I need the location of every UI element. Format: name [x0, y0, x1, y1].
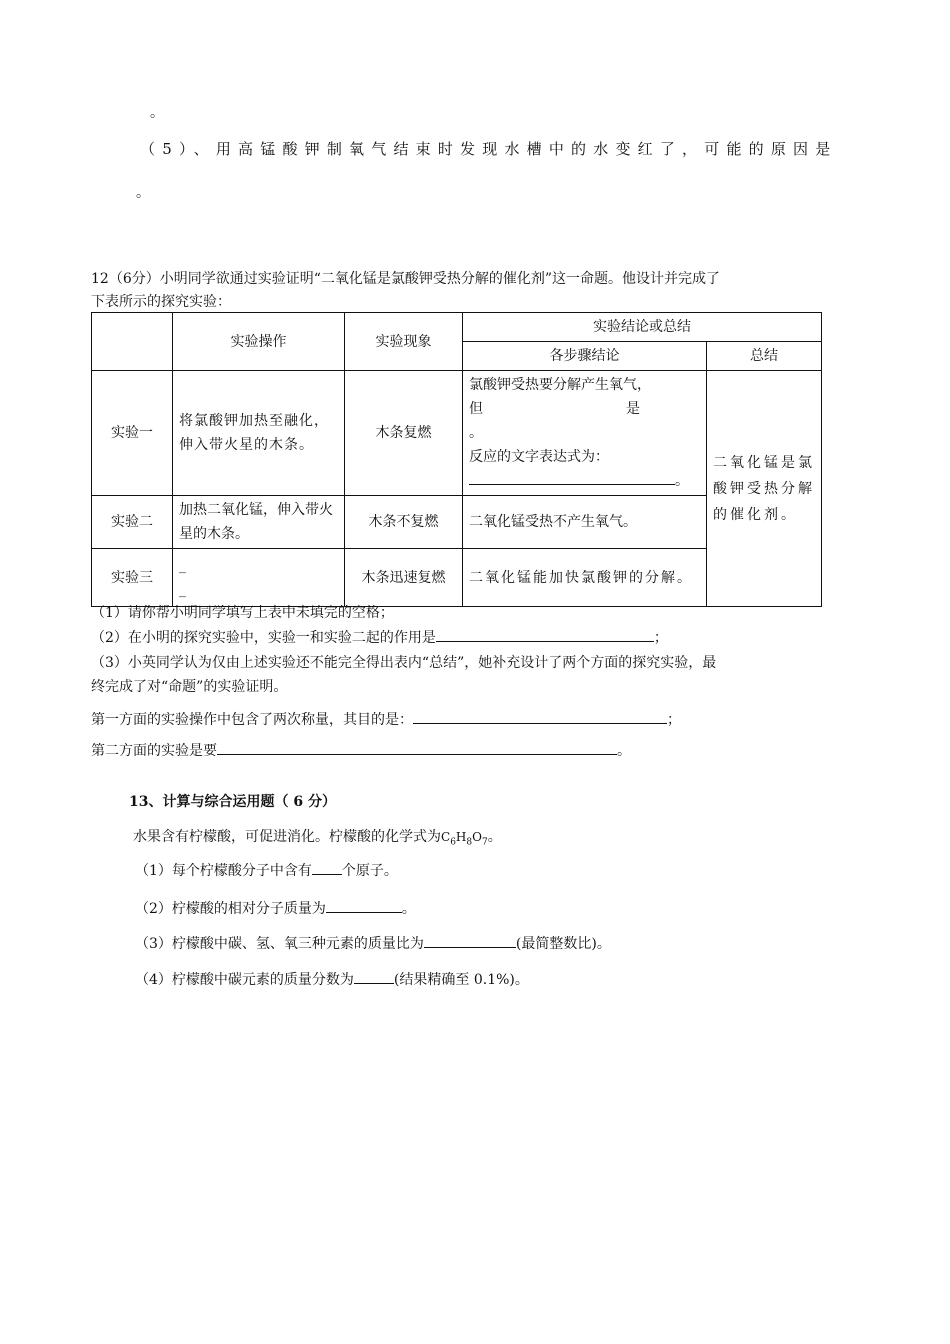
row1-equation-blank[interactable]: [469, 470, 675, 485]
aspect1-blank[interactable]: [413, 709, 667, 724]
q13-sub3-text: （3）柠檬酸中碳、氢、氧三种元素的质量比为: [135, 936, 424, 952]
row2-conclusion: 二氧化锰受热不产生氧气。: [463, 496, 707, 549]
citric-acid-formula: $C_6H_8O_7$: [441, 830, 488, 848]
q13-sub2-end: 。: [401, 901, 416, 917]
aspect1-end: ；: [667, 712, 681, 728]
q12-sub2-blank[interactable]: [436, 627, 654, 642]
row1-conc-line-b: [469, 397, 700, 421]
q12-sub3-line1: （3）小英同学认为仅由上述实验还不能完全得出表内“总结”，她补充设计了两个方面的探究实验，最: [91, 655, 717, 671]
header-operation: 实验操作: [173, 313, 345, 371]
header-phenomenon: 实验现象: [345, 313, 463, 371]
row1-conc-line-d: 反应的文字表达式为：: [469, 449, 609, 465]
q13-sub1: [135, 860, 398, 880]
aspect2-text: 第二方面的实验是要: [91, 743, 217, 759]
q12-sub2-text: （2）在小明的探究实验中，实验一和实验二起的作用是: [91, 630, 436, 646]
row2-operation: 加热二氧化锰，伸入带火星的木条。: [173, 496, 345, 549]
leftover-period: 。: [150, 105, 164, 121]
q13-sub2-blank[interactable]: [326, 898, 402, 913]
q13-sub4-text: （4）柠檬酸中碳元素的质量分数为: [135, 972, 354, 988]
q13-sub3-blank[interactable]: [424, 933, 516, 948]
row1-conclusion: [463, 371, 707, 496]
row1-operation: 将氯酸钾加热至融化，伸入带火星的木条。: [173, 371, 345, 496]
row1-conc-line-e: [469, 469, 700, 493]
q13-sub4: [135, 969, 529, 989]
q12-intro-line1: 12（6分）小明同学欲通过实验证明“二氧化锰是氯酸钾受热分解的催化剂”这一命题。他设计并完成了: [91, 271, 721, 287]
row1-name: 实验一: [92, 371, 173, 496]
q13-intro-text: 水果含有柠檬酸，可促进消化。柠檬酸的化学式为: [133, 829, 441, 845]
aspect1: [91, 709, 681, 729]
header-summary: 总结: [707, 342, 822, 371]
q5-end: 。: [136, 185, 150, 201]
row3-conclusion: 二氧化锰能加快氯酸钾的分解。: [463, 549, 707, 607]
q12-sub2-end: ；: [653, 630, 668, 646]
row1-conc-line-c: 。: [469, 425, 483, 441]
row3-op-blank-b[interactable]: _: [179, 581, 186, 598]
row2-name: 实验二: [92, 496, 173, 549]
aspect2: [91, 740, 631, 760]
q13-sub2: [135, 898, 416, 918]
row3-op-blank-a[interactable]: _: [179, 557, 186, 574]
q13-sub2-text: （2）柠檬酸的相对分子质量为: [135, 901, 326, 917]
q13-sub4-blank[interactable]: [354, 969, 394, 984]
row1-conc-line-a: 氯酸钾受热要分解产生氧气，: [469, 377, 651, 393]
row1-conc-end: 。: [675, 473, 689, 489]
aspect1-text: 第一方面的实验操作中包含了两次称量，其目的是：: [91, 712, 413, 728]
row3-name: 实验三: [92, 549, 173, 607]
summary-cell: 二氧化锰是氯酸钾受热分解的催化剂。: [707, 371, 822, 607]
q13-sub3: [135, 933, 611, 953]
q12-sub2: [91, 627, 668, 647]
q13-intro: [133, 826, 502, 847]
row1-conc-but: 但: [469, 401, 483, 417]
row3-phenomenon: 木条迅速复燃: [345, 549, 463, 607]
q12-sub1: （1）请你帮小明同学填写上表中未填完的空格；: [91, 605, 394, 621]
experiment-table: [91, 312, 822, 607]
q13-sub1-end: 个原子。: [341, 863, 398, 879]
header-blank: [92, 313, 173, 371]
q13-sub1-text: （1）每个柠檬酸分子中含有: [135, 863, 312, 879]
q13-sub4-end: (结果精确至 0.1%)。: [393, 972, 529, 988]
aspect2-end: 。: [617, 743, 631, 759]
q13-sub1-blank[interactable]: [312, 860, 342, 875]
q13-title: 13、计算与综合运用题（ 6 分）: [129, 794, 336, 810]
aspect2-blank[interactable]: [217, 740, 617, 755]
row3-operation[interactable]: [173, 549, 345, 607]
header-conclusion: 实验结论或总结: [463, 313, 822, 342]
row1-conc-is: 是: [626, 401, 640, 417]
q13-intro-end: 。: [487, 829, 502, 845]
header-step-conclusion: 各步骤结论: [463, 342, 707, 371]
q12-intro-line2: 下表所示的探究实验：: [91, 294, 231, 310]
row1-phenomenon: 木条复燃: [345, 371, 463, 496]
q13-sub3-end: (最简整数比)。: [515, 936, 611, 952]
row2-phenomenon: 木条不复燃: [345, 496, 463, 549]
q12-sub3-line2: 终完成了对“命题”的实验证明。: [91, 679, 288, 695]
q5-text: （5）、用高锰酸钾制氧气结束时发现水槽中的水变红了，可能的原因是: [140, 140, 838, 158]
